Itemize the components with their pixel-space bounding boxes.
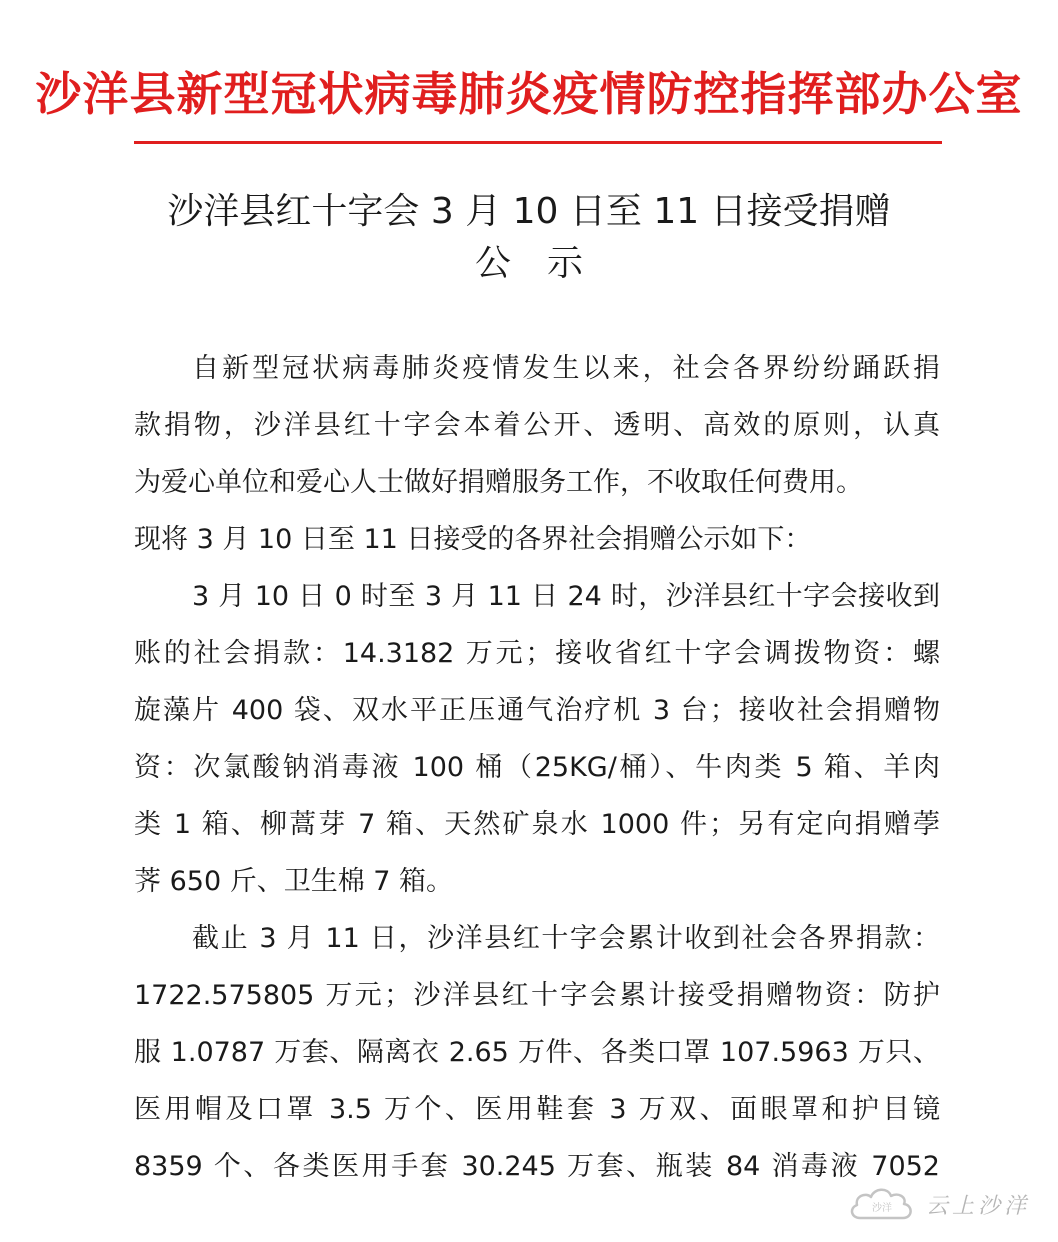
watermark-logo-text: 沙洋 [872,1203,892,1214]
body-line: 现将 3 月 10 日至 11 日接受的各界社会捐赠公示如下： [134,524,812,555]
body-line: 3 月 10 日 0 时至 3 月 11 日 24 时，沙洋县红十字会接收到 [192,581,940,612]
cloud-icon [846,1182,918,1226]
body-line: 旋藻片 400 袋、双水平正压通气治疗机 3 台；接收社会捐赠物 [134,695,940,726]
body-line: 自新型冠状病毒肺炎疫情发生以来，社会各界纷纷踊跃捐 [192,353,940,384]
notice-body [134,340,940,1195]
body-line: 8359 个、各类医用手套 30.245 万套、瓶装 84 消毒液 7052 [134,1151,940,1182]
org-header: 沙洋县新型冠状病毒肺炎疫情防控指挥部办公室 [35,67,1023,121]
body-line: 款捐物，沙洋县红十字会本着公开、透明、高效的原则，认真 [134,410,940,441]
notice-title [0,186,1058,290]
body-line: 医用帽及口罩 3.5 万个、医用鞋套 3 万双、面眼罩和护目镜 [134,1094,940,1125]
notice-title-line-2: 公 示 [474,243,583,284]
body-line: 截止 3 月 11 日，沙洋县红十字会累计收到社会各界捐款： [192,923,940,954]
watermark-text: 云上沙洋 [926,1193,1031,1219]
body-line: 资：次氯酸钠消毒液 100 桶（25KG/桶）、牛肉类 5 箱、羊肉 [134,752,940,783]
notice-title-line-1: 沙洋县红十字会 3 月 10 日至 11 日接受捐赠 [167,191,891,232]
body-line: 荠 650 斤、卫生棉 7 箱。 [134,866,454,897]
watermark [846,1180,1036,1228]
header-divider [134,141,942,144]
body-line: 类 1 箱、柳蒿芽 7 箱、天然矿泉水 1000 件；另有定向捐赠荸 [134,809,940,840]
body-line: 账的社会捐款：14.3182 万元；接收省红十字会调拨物资：螺 [134,638,940,669]
body-line: 1722.575805 万元；沙洋县红十字会累计接受捐赠物资：防护 [134,980,940,1011]
body-line: 为爱心单位和爱心人士做好捐赠服务工作，不收取任何费用。 [134,467,863,498]
body-line: 服 1.0787 万套、隔离衣 2.65 万件、各类口罩 107.5963 万只、 [134,1037,940,1068]
